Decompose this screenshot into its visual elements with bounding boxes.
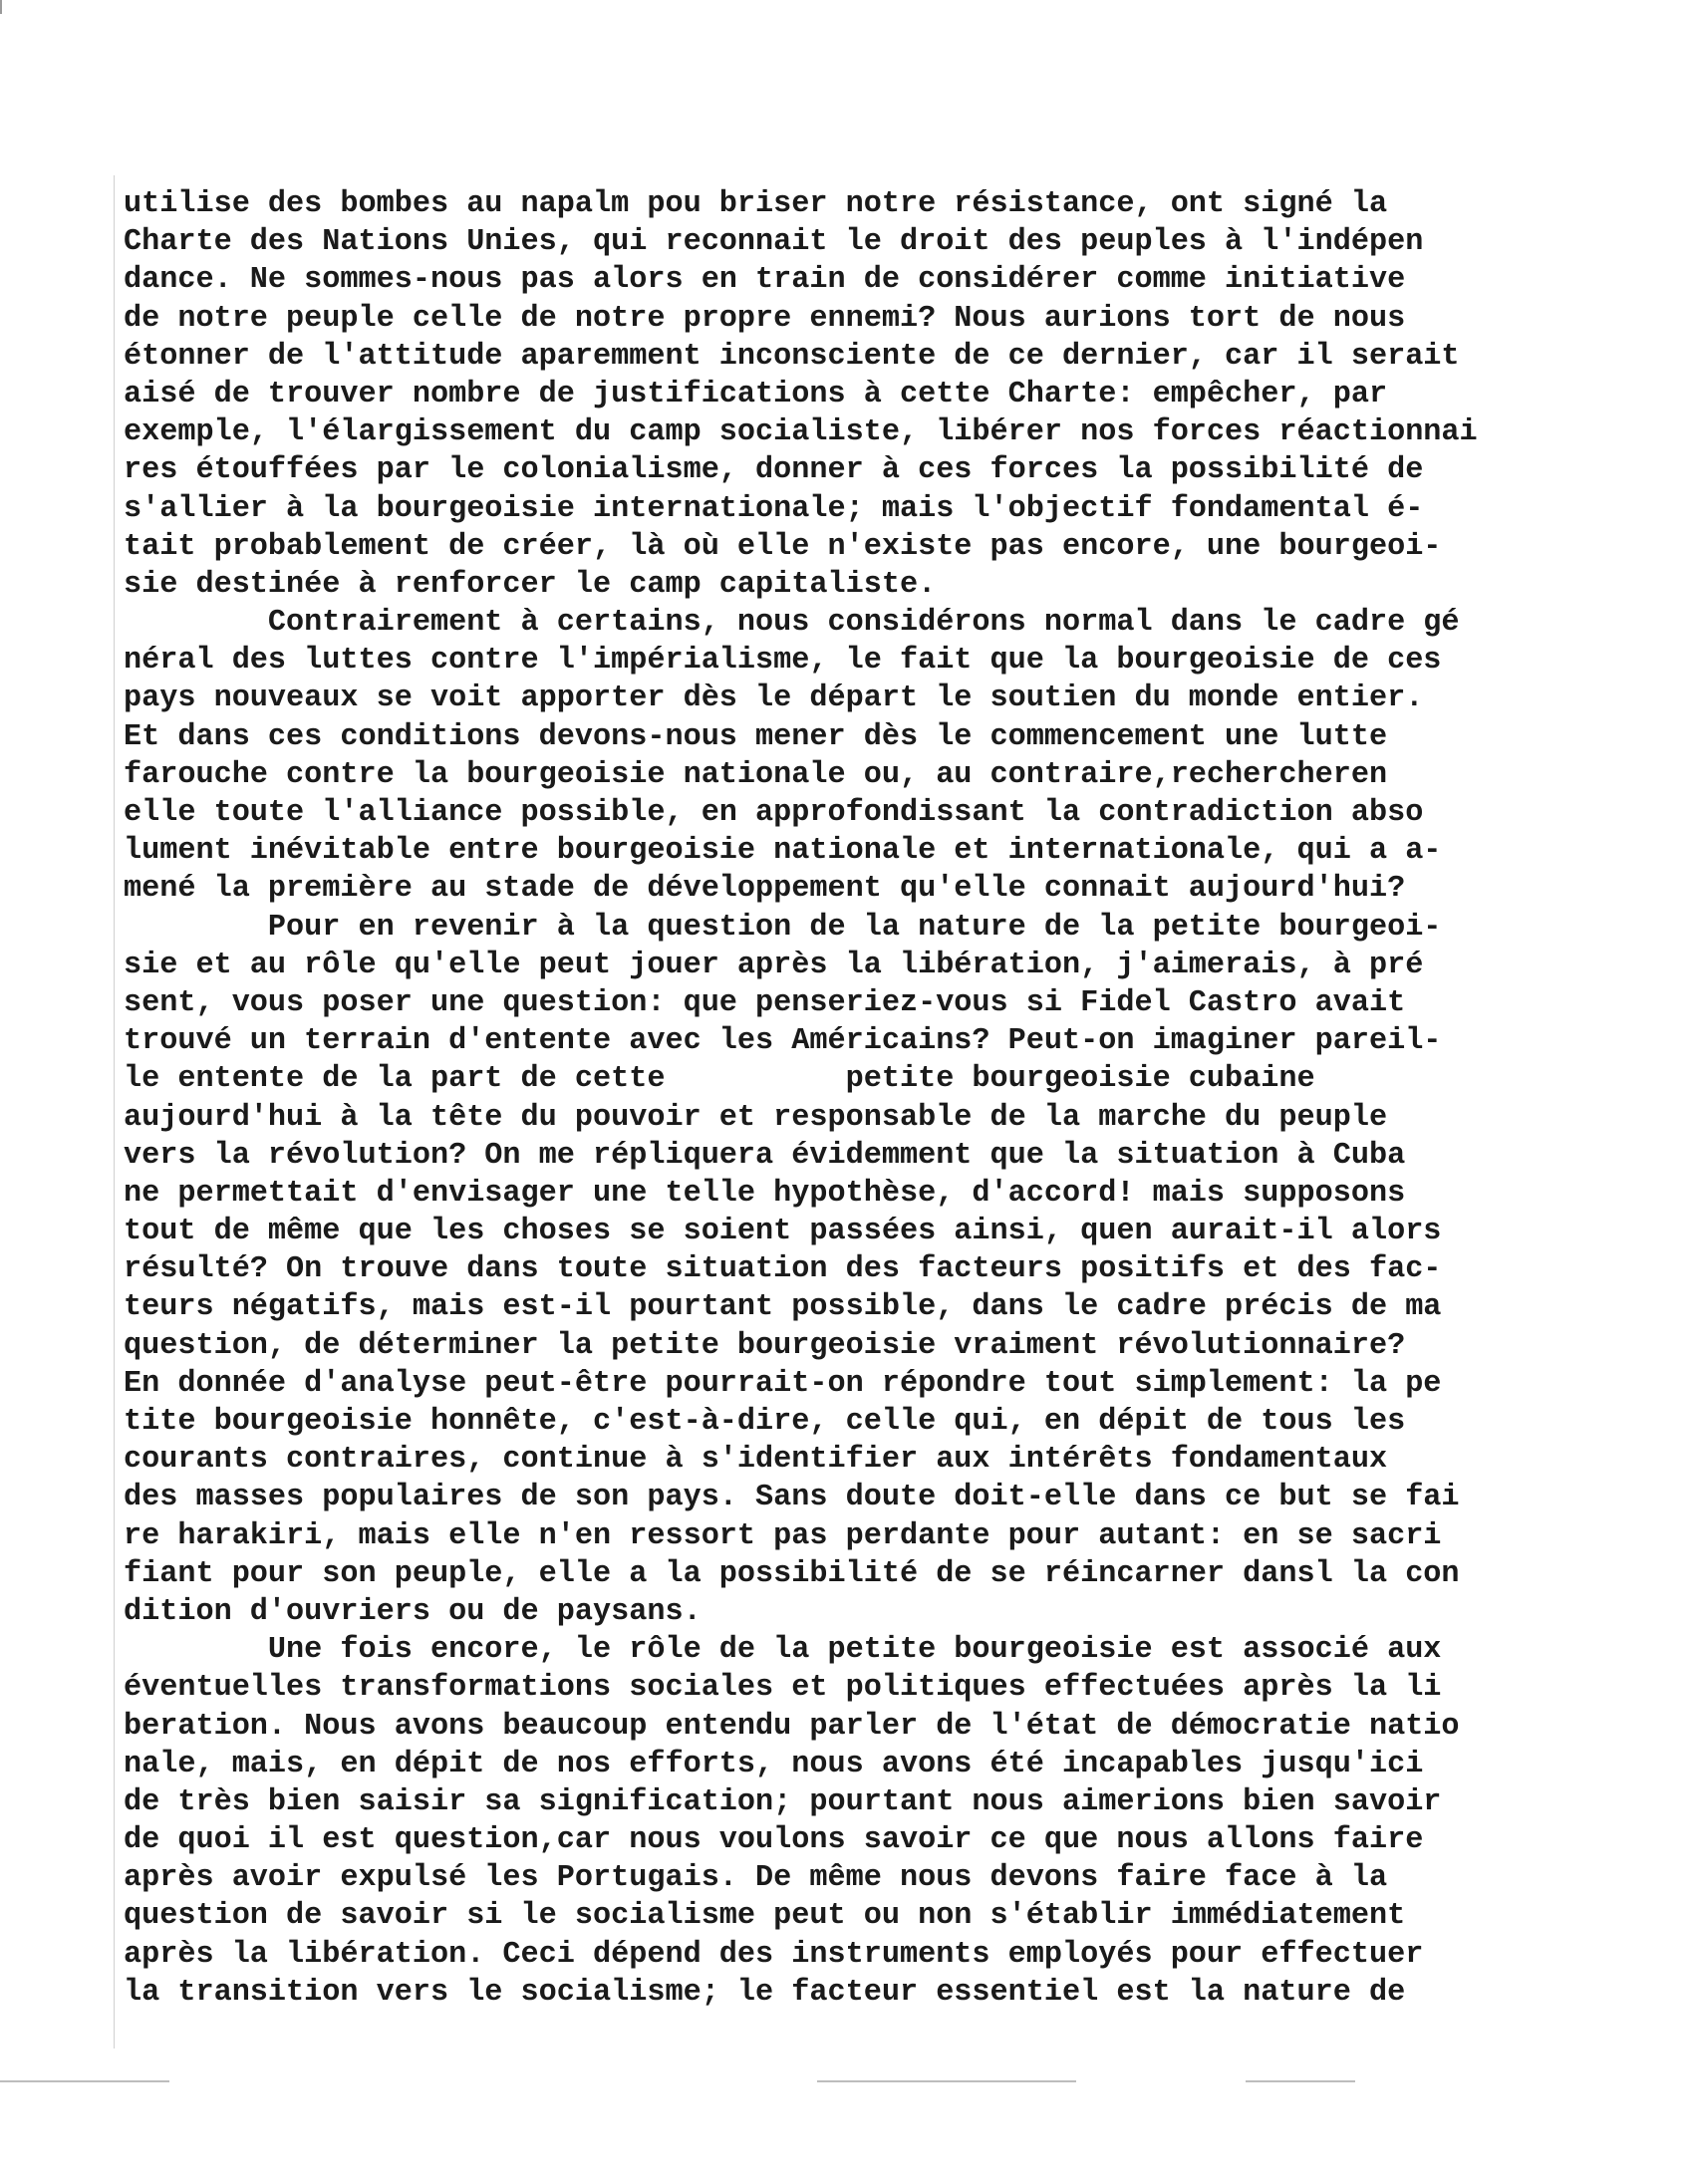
text-line: sie destinée à renforcer le camp capitaliste. — [124, 567, 937, 602]
text-line: étonner de l'attitude aparemment inconsciente de ce dernier, car il serait — [124, 339, 1460, 374]
text-line: utilise des bombes au napalm pou briser notre résistance, ont signé la — [124, 187, 1388, 221]
text-line: résulté? On trouve dans toute situation des facteurs positifs et des fac- — [124, 1252, 1442, 1287]
text-line: Charte des Nations Unies, qui reconnait le droit des peuples à l'indépen — [124, 225, 1424, 260]
text-line: Et dans ces conditions devons-nous mener dès le commencement une lutte — [124, 719, 1388, 754]
text-line: de notre peuple celle de notre propre ennemi? Nous aurions tort de nous — [124, 301, 1406, 336]
text-line: exemple, l'élargissement du camp socialiste, libérer nos forces réactionnai — [124, 415, 1478, 450]
text-line: fiant pour son peuple, elle a la possibilité de se réincarner dansl la con — [124, 1556, 1460, 1591]
text-line: question, de déterminer la petite bourgeoisie vraiment révolutionnaire? — [124, 1328, 1406, 1363]
text-line: question de savoir si le socialisme peut ou non s'établir immédiatement — [124, 1899, 1406, 1934]
text-line: mené la première au stade de développement qu'elle connait aujourd'hui? — [124, 872, 1406, 907]
text-line: lument inévitable entre bourgeoisie nationale et internationale, qui a a- — [124, 834, 1442, 869]
text-line: Contrairement à certains, nous considérons normal dans le cadre gé — [124, 606, 1460, 641]
text-line: dition d'ouvriers ou de paysans. — [124, 1594, 702, 1629]
text-line: vers la révolution? On me répliquera évidemment que la situation à Cuba — [124, 1138, 1406, 1173]
text-line: s'allier à la bourgeoisie internationale; mais l'objectif fondamental é- — [124, 491, 1424, 526]
text-line: teurs négatifs, mais est-il pourtant possible, dans le cadre précis de ma — [124, 1290, 1442, 1325]
text-line: néral des luttes contre l'impérialisme, le fait que la bourgeoisie de ces — [124, 644, 1442, 679]
text-line: Une fois encore, le rôle de la petite bourgeoisie est associé aux — [124, 1633, 1442, 1668]
margin-rule — [114, 175, 115, 2048]
text-line: Pour en revenir à la question de la nature de la petite bourgeoi- — [124, 910, 1442, 945]
scan-bottom-line-right — [1246, 2080, 1355, 2082]
text-line: tait probablement de créer, là où elle n'existe pas encore, une bourgeoi- — [124, 529, 1442, 564]
text-line: En donnée d'analyse peut-être pourrait-on répondre tout simplement: la pe — [124, 1366, 1442, 1401]
text-line: la transition vers le socialisme; le facteur essentiel est la nature de — [124, 1975, 1406, 2010]
text-line: tout de même que les choses se soient passées ainsi, quen aurait-il alors — [124, 1215, 1442, 1249]
text-line: res étouffées par le colonialisme, donner à ces forces la possibilité de — [124, 453, 1424, 488]
text-line: de très bien saisir sa signification; pourtant nous aimerions bien savoir — [124, 1784, 1442, 1819]
text-line: des masses populaires de son pays. Sans doute doit-elle dans ce but se fai — [124, 1481, 1460, 1515]
text-line: tite bourgeoisie honnête, c'est-à-dire, celle qui, en dépit de tous les — [124, 1405, 1406, 1439]
text-line: aisé de trouver nombre de justifications à cette Charte: empêcher, par — [124, 377, 1388, 411]
text-line: éventuelles transformations sociales et politiques effectuées après la li — [124, 1671, 1442, 1706]
typed-text-body — [124, 185, 1648, 2012]
text-line: nale, mais, en dépit de nos efforts, nous avons été incapables jusqu'ici — [124, 1747, 1424, 1781]
text-line: aujourd'hui à la tête du pouvoir et responsable de la marche du peuple — [124, 1100, 1388, 1135]
text-line: après avoir expulsé les Portugais. De même nous devons faire face à la — [124, 1861, 1388, 1896]
text-line: de quoi il est question,car nous voulons savoir ce que nous allons faire — [124, 1823, 1424, 1858]
text-line: farouche contre la bourgeoisie nationale ou, au contraire,rechercheren — [124, 757, 1388, 792]
text-line: sie et au rôle qu'elle peut jouer après la libération, j'aimerais, à pré — [124, 948, 1424, 982]
text-line: trouvé un terrain d'entente avec les Américains? Peut-on imaginer pareil- — [124, 1024, 1442, 1059]
text-line: beration. Nous avons beaucoup entendu parler de l'état de démocratie natio — [124, 1709, 1460, 1744]
scan-bottom-line-center — [817, 2080, 1076, 2082]
text-line: pays nouveaux se voit apporter dès le départ le soutien du monde entier. — [124, 682, 1424, 716]
text-line: courants contraires, continue à s'identifier aux intérêts fondamentaux — [124, 1443, 1388, 1478]
text-line: dance. Ne sommes-nous pas alors en train de considérer comme initiative — [124, 263, 1406, 298]
text-line: elle toute l'alliance possible, en approfondissant la contradiction abso — [124, 796, 1424, 830]
text-line: re harakiri, mais elle n'en ressort pas perdante pour autant: en se sacri — [124, 1518, 1442, 1553]
text-line: après la libération. Ceci dépend des instruments employés pour effectuer — [124, 1937, 1424, 1972]
text-line: ne permettait d'envisager une telle hypothèse, d'accord! mais supposons — [124, 1176, 1406, 1211]
scan-edge-mark — [0, 0, 2, 14]
text-line: sent, vous poser une question: que penseriez-vous si Fidel Castro avait — [124, 985, 1406, 1020]
scan-bottom-line-left — [0, 2080, 169, 2082]
text-line: le entente de la part de cette petite bourgeoisie cubaine — [124, 1062, 1315, 1097]
